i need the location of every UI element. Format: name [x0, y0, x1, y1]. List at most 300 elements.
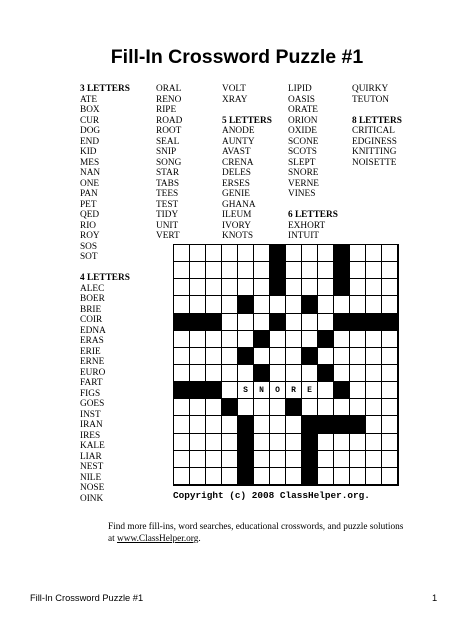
grid-cell[interactable] [302, 365, 318, 382]
grid-cell[interactable]: R [286, 382, 302, 399]
word-list-item: RENO [156, 94, 182, 105]
grid-cell[interactable]: E [302, 382, 318, 399]
word-list-item: TIDY [156, 210, 179, 220]
word-list-item: SEAL [156, 136, 180, 147]
grid-cell[interactable] [222, 434, 238, 451]
grid-block-cell [254, 331, 270, 348]
word-list-item: TABS [156, 178, 180, 189]
grid-cell[interactable] [334, 468, 350, 485]
word-list-item: OXIDE [288, 126, 317, 136]
grid-cell[interactable] [206, 296, 222, 313]
grid-cell[interactable] [334, 365, 350, 382]
grid-cell[interactable] [190, 416, 206, 433]
word-list-item: SCOTS [288, 147, 317, 157]
grid-cell[interactable] [254, 416, 270, 433]
grid-cell[interactable] [366, 382, 382, 399]
grid-cell[interactable] [238, 279, 254, 296]
word-list-item: SCONE [288, 136, 319, 147]
grid-cell[interactable] [174, 331, 190, 348]
word-list-item: AVAST [222, 147, 251, 157]
grid-cell[interactable] [254, 451, 270, 468]
grid-cell[interactable] [366, 331, 382, 348]
grid-block-cell [334, 279, 350, 296]
word-list-item: ROOT [156, 126, 182, 136]
grid-cell[interactable] [382, 399, 398, 416]
grid-block-cell [270, 262, 286, 279]
word-list-item: GHANA [222, 199, 256, 210]
word-list-item: NEST [80, 462, 104, 472]
grid-cell[interactable] [286, 314, 302, 331]
grid-cell[interactable] [366, 262, 382, 279]
word-list-item: CUR [80, 115, 100, 126]
word-list-item: EDNA [80, 325, 106, 336]
grid-block-cell [238, 416, 254, 433]
grid-block-cell [334, 314, 350, 331]
grid-cell[interactable] [254, 399, 270, 416]
grid-cell[interactable] [174, 348, 190, 365]
word-list-item: KALE [80, 441, 105, 451]
word-list-item: NAN [80, 168, 101, 178]
grid-block-cell [238, 348, 254, 365]
grid-cell[interactable] [206, 416, 222, 433]
grid-block-cell [302, 468, 318, 485]
grid-cell[interactable] [206, 365, 222, 382]
word-group-heading: 8 LETTERS [352, 115, 402, 126]
find-more-end: . [198, 534, 201, 544]
grid-cell[interactable] [206, 399, 222, 416]
word-list-item: GOES [80, 399, 105, 409]
grid-cell[interactable] [174, 451, 190, 468]
grid-cell[interactable] [174, 434, 190, 451]
grid-cell[interactable] [270, 451, 286, 468]
grid-cell[interactable] [318, 314, 334, 331]
grid-cell[interactable] [286, 451, 302, 468]
word-column [352, 84, 402, 168]
grid-cell[interactable] [254, 314, 270, 331]
word-list-item: ERSES [222, 178, 250, 189]
word-list-item: VINES [288, 189, 316, 199]
grid-block-cell [270, 279, 286, 296]
word-list-item: ERNE [80, 357, 105, 367]
grid-cell[interactable] [366, 296, 382, 313]
grid-cell[interactable] [222, 451, 238, 468]
grid-cell[interactable] [334, 434, 350, 451]
grid-cell[interactable] [286, 279, 302, 296]
grid-cell[interactable] [318, 399, 334, 416]
grid-cell[interactable] [366, 399, 382, 416]
grid-block-cell [318, 416, 334, 433]
grid-cell[interactable] [206, 245, 222, 262]
word-list-item: KID [80, 147, 97, 157]
word-group-heading: 6 LETTERS [288, 210, 338, 220]
word-list-item: NOISETTE [352, 157, 397, 168]
grid-cell[interactable] [222, 416, 238, 433]
grid-cell[interactable] [302, 279, 318, 296]
grid-cell[interactable] [174, 262, 190, 279]
word-list-item: SOS [80, 241, 98, 252]
grid-cell[interactable] [190, 331, 206, 348]
word-list-item: VERT [156, 231, 180, 241]
grid-cell[interactable] [190, 365, 206, 382]
word-list-item: ERAS [80, 336, 104, 346]
grid-cell[interactable] [286, 262, 302, 279]
grid-cell[interactable] [174, 279, 190, 296]
grid-block-cell [302, 434, 318, 451]
group-spacer [222, 105, 272, 116]
word-column [156, 84, 182, 242]
find-more-sentence: Find more fill-ins, word searches, educational crosswords, and puzzle solutions at [108, 522, 404, 544]
grid-cell[interactable] [206, 331, 222, 348]
word-list-item: IVORY [222, 220, 251, 231]
word-list-item: TEUTON [352, 94, 390, 105]
grid-cell[interactable] [190, 451, 206, 468]
grid-cell[interactable] [382, 348, 398, 365]
grid-cell[interactable] [254, 245, 270, 262]
word-list-item: ATE [80, 94, 98, 105]
grid-cell[interactable] [222, 279, 238, 296]
word-list-item: QED [80, 210, 100, 220]
word-list-item: FIGS [80, 388, 101, 399]
word-list-item: OASIS [288, 94, 315, 105]
word-column [222, 84, 272, 242]
grid-cell[interactable] [318, 245, 334, 262]
grid-cell[interactable] [206, 451, 222, 468]
grid-cell[interactable] [318, 451, 334, 468]
grid-block-cell [174, 314, 190, 331]
grid-cell[interactable] [350, 331, 366, 348]
group-spacer [288, 200, 338, 211]
grid-block-cell [238, 451, 254, 468]
grid-cell[interactable] [190, 434, 206, 451]
grid-cell[interactable]: S [238, 382, 254, 399]
word-list-item: ANODE [222, 126, 255, 136]
grid-block-cell [206, 314, 222, 331]
word-column [288, 84, 338, 242]
grid-cell[interactable] [350, 279, 366, 296]
word-list-item: QUIRKY [352, 84, 389, 94]
grid-cell[interactable] [350, 468, 366, 485]
grid-cell[interactable] [382, 245, 398, 262]
word-list-item: NILE [80, 472, 102, 483]
word-list-item: SONG [156, 157, 182, 168]
word-list-item: KNOTS [222, 231, 253, 241]
word-list-item: ALEC [80, 283, 105, 294]
word-list-item: SNORE [288, 168, 319, 178]
grid-cell[interactable] [382, 331, 398, 348]
grid-block-cell [302, 296, 318, 313]
grid-cell[interactable] [238, 314, 254, 331]
word-list-item: BOX [80, 105, 100, 115]
find-more-text [108, 521, 408, 545]
word-list-item: EURO [80, 367, 106, 378]
grid-cell[interactable] [174, 468, 190, 485]
grid-cell[interactable]: N [254, 382, 270, 399]
grid-block-cell [382, 314, 398, 331]
grid-block-cell [302, 348, 318, 365]
page-title: Fill-In Crossword Puzzle #1 [110, 46, 364, 68]
word-list-item: DELES [222, 168, 251, 178]
grid-cell[interactable] [286, 416, 302, 433]
grid-cell[interactable] [190, 348, 206, 365]
crossword-grid [173, 244, 399, 486]
word-group-heading: 3 LETTERS [80, 84, 130, 94]
grid-cell[interactable] [190, 399, 206, 416]
grid-cell[interactable] [190, 245, 206, 262]
word-list-item: ERIE [80, 346, 101, 357]
grid-cell[interactable] [270, 399, 286, 416]
grid-cell[interactable] [206, 434, 222, 451]
grid-cell[interactable] [254, 296, 270, 313]
grid-cell[interactable] [286, 331, 302, 348]
word-list-item: ORATE [288, 105, 318, 115]
footer-title: Fill-In Crossword Puzzle #1 [30, 593, 144, 603]
grid-cell[interactable] [366, 451, 382, 468]
grid-cell[interactable] [254, 434, 270, 451]
word-list-item: ONE [80, 178, 100, 189]
grid-cell[interactable] [174, 296, 190, 313]
group-spacer [352, 105, 402, 116]
grid-block-cell [174, 382, 190, 399]
grid-cell[interactable] [270, 348, 286, 365]
grid-cell[interactable] [238, 262, 254, 279]
word-list-item: SOT [80, 252, 98, 262]
grid-block-cell [190, 382, 206, 399]
grid-cell[interactable] [366, 348, 382, 365]
word-list-item: SNIP [156, 147, 177, 157]
grid-cell[interactable] [334, 331, 350, 348]
grid-block-cell [302, 451, 318, 468]
word-list-item: ROAD [156, 115, 183, 126]
grid-cell[interactable] [254, 348, 270, 365]
word-list-item: RIPE [156, 105, 177, 115]
word-list-item: ILEUM [222, 210, 252, 220]
grid-cell[interactable] [382, 382, 398, 399]
word-group-heading: 5 LETTERS [222, 115, 272, 126]
grid-cell[interactable] [302, 399, 318, 416]
grid-cell[interactable] [318, 434, 334, 451]
grid-cell[interactable] [270, 416, 286, 433]
word-list-item: STAR [156, 168, 180, 178]
grid-cell[interactable] [334, 451, 350, 468]
grid-cell[interactable] [254, 262, 270, 279]
grid-cell[interactable] [174, 416, 190, 433]
grid-cell[interactable] [174, 365, 190, 382]
word-list-item: INST [80, 409, 101, 420]
grid-cell[interactable] [350, 296, 366, 313]
grid-cell[interactable] [174, 399, 190, 416]
grid-cell[interactable] [286, 348, 302, 365]
grid-block-cell [270, 314, 286, 331]
word-list-item: VOLT [222, 84, 246, 94]
grid-cell[interactable] [254, 279, 270, 296]
grid-block-cell [206, 382, 222, 399]
copyright-notice: Copyright (c) 2008 ClassHelper.org. [173, 490, 370, 501]
grid-block-cell [366, 314, 382, 331]
grid-cell[interactable] [286, 296, 302, 313]
word-column [80, 84, 130, 504]
grid-cell[interactable] [350, 245, 366, 262]
grid-cell[interactable] [206, 262, 222, 279]
grid-cell[interactable] [350, 451, 366, 468]
grid-block-cell [222, 399, 238, 416]
grid-cell[interactable] [350, 382, 366, 399]
grid-cell[interactable] [190, 468, 206, 485]
grid-cell[interactable] [382, 279, 398, 296]
grid-cell[interactable] [222, 382, 238, 399]
grid-cell[interactable] [350, 262, 366, 279]
grid-cell[interactable] [206, 348, 222, 365]
word-list-item: FART [80, 378, 103, 388]
grid-block-cell [302, 416, 318, 433]
grid-cell[interactable] [222, 245, 238, 262]
word-list-item: IRES [80, 430, 101, 441]
grid-cell[interactable] [174, 245, 190, 262]
word-list-item: COIR [80, 315, 103, 325]
word-list-item: GENIE [222, 189, 250, 199]
grid-cell[interactable] [366, 434, 382, 451]
grid-cell[interactable] [382, 451, 398, 468]
grid-cell[interactable] [334, 399, 350, 416]
grid-cell[interactable] [222, 314, 238, 331]
grid-cell[interactable] [318, 468, 334, 485]
grid-cell[interactable] [222, 331, 238, 348]
grid-cell[interactable] [286, 245, 302, 262]
grid-cell[interactable] [318, 296, 334, 313]
grid-block-cell [270, 245, 286, 262]
grid-cell[interactable] [366, 245, 382, 262]
word-list-item: CRITICAL [352, 126, 395, 136]
grid-cell[interactable] [190, 279, 206, 296]
grid-cell[interactable] [366, 468, 382, 485]
grid-block-cell [238, 434, 254, 451]
classhelper-link[interactable]: www.ClassHelper.org [117, 534, 199, 544]
grid-cell[interactable] [302, 331, 318, 348]
grid-block-cell [318, 331, 334, 348]
grid-cell[interactable] [318, 262, 334, 279]
grid-cell[interactable] [334, 296, 350, 313]
word-list-item: ORION [288, 115, 318, 126]
word-list-item: SLEPT [288, 157, 316, 168]
word-list-item: EXHORT [288, 220, 326, 231]
grid-cell[interactable] [206, 468, 222, 485]
word-list-item: LIPID [288, 84, 312, 94]
grid-block-cell [318, 365, 334, 382]
grid-cell[interactable] [382, 416, 398, 433]
word-list-item: VERNE [288, 178, 319, 189]
word-list-item: EDGINESS [352, 136, 397, 147]
word-list-item: PET [80, 199, 97, 210]
grid-cell[interactable] [238, 399, 254, 416]
grid-cell[interactable] [238, 365, 254, 382]
grid-cell[interactable] [222, 468, 238, 485]
grid-block-cell [350, 314, 366, 331]
grid-cell[interactable] [222, 262, 238, 279]
word-list-item: PAN [80, 189, 98, 199]
word-list-item: IRAN [80, 420, 103, 430]
grid-cell[interactable] [206, 279, 222, 296]
word-group-heading: 4 LETTERS [80, 273, 130, 283]
grid-cell[interactable] [270, 296, 286, 313]
word-list-item: KNITTING [352, 147, 397, 157]
grid-cell[interactable] [238, 331, 254, 348]
grid-block-cell [238, 296, 254, 313]
grid-cell[interactable] [222, 365, 238, 382]
grid-block-cell [238, 468, 254, 485]
grid-block-cell [334, 382, 350, 399]
grid-cell[interactable] [190, 296, 206, 313]
page-number: 1 [432, 593, 438, 603]
grid-block-cell [334, 245, 350, 262]
word-list-item: AUNTY [222, 136, 255, 147]
grid-cell[interactable] [382, 365, 398, 382]
grid-cell[interactable] [270, 468, 286, 485]
grid-cell[interactable] [382, 296, 398, 313]
grid-cell[interactable] [222, 296, 238, 313]
grid-cell[interactable] [334, 348, 350, 365]
grid-cell[interactable] [350, 365, 366, 382]
word-list-item: ORAL [156, 84, 182, 94]
grid-block-cell [254, 365, 270, 382]
grid-cell[interactable] [366, 416, 382, 433]
grid-block-cell [334, 416, 350, 433]
grid-cell[interactable] [382, 262, 398, 279]
word-list-item: RIO [80, 220, 97, 231]
grid-cell[interactable] [382, 434, 398, 451]
word-list-item: MES [80, 157, 100, 168]
word-list-item: DOG [80, 126, 101, 136]
grid-cell[interactable] [270, 365, 286, 382]
grid-block-cell [190, 314, 206, 331]
grid-cell[interactable] [350, 399, 366, 416]
word-list-item: INTUIT [288, 231, 319, 241]
grid-cell[interactable] [302, 262, 318, 279]
grid-block-cell [350, 416, 366, 433]
grid-cell[interactable] [286, 468, 302, 485]
word-list-item: UNIT [156, 220, 179, 231]
grid-cell[interactable] [238, 245, 254, 262]
grid-cell[interactable] [350, 348, 366, 365]
grid-cell[interactable] [366, 279, 382, 296]
grid-cell[interactable] [222, 348, 238, 365]
grid-cell[interactable] [254, 468, 270, 485]
grid-cell[interactable] [382, 468, 398, 485]
word-list-item: XRAY [222, 94, 248, 105]
grid-cell[interactable] [366, 365, 382, 382]
grid-cell[interactable] [350, 434, 366, 451]
grid-cell[interactable] [318, 382, 334, 399]
grid-cell[interactable] [286, 434, 302, 451]
word-list-item: TEES [156, 189, 179, 199]
grid-cell[interactable] [318, 279, 334, 296]
grid-cell[interactable] [286, 365, 302, 382]
word-list-item: BOER [80, 294, 105, 304]
grid-block-cell [286, 399, 302, 416]
word-list-item: OINK [80, 493, 104, 504]
grid-cell[interactable]: O [270, 382, 286, 399]
word-list-item: CRENA [222, 157, 254, 168]
word-list-item: END [80, 136, 100, 147]
word-list-item: ROY [80, 231, 100, 241]
grid-cell[interactable] [302, 314, 318, 331]
word-list-item: NOSE [80, 483, 105, 493]
grid-cell[interactable] [190, 262, 206, 279]
grid-cell[interactable] [318, 348, 334, 365]
grid-block-cell [334, 262, 350, 279]
word-list-item: LIAR [80, 451, 102, 462]
grid-cell[interactable] [270, 331, 286, 348]
grid-cell[interactable] [270, 434, 286, 451]
grid-cell[interactable] [302, 245, 318, 262]
